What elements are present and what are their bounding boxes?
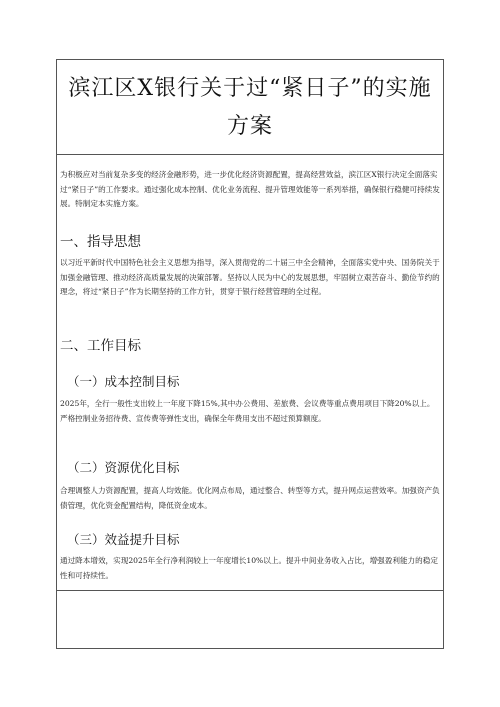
resource-optimization-paragraph: 合理调整人力资源配置，提高人均效能。优化网点布局，通过整合、转型等方式，提升网点运营效率。加强资产负债管理，优化资金配置结构，降低资金成本。 <box>60 486 440 510</box>
section-heading-work-goals: 二、工作目标 <box>60 338 141 354</box>
cost-control-paragraph: 2025年，全行一般性支出较上一年度下降15%,其中办公费用、差旅费、会议费等重点费用项目下降20%以上。严格控制业务招待费、宣传费等弹性支出，确保全年费用支出不超过预算额度。 <box>60 399 435 423</box>
benefit-improvement-paragraph: 通过降本增效，实现2025年全行净利润较上一年度增长10%以上。提升中间业务收入占比，增强盈利能力的稳定性和可持续性。 <box>60 556 438 580</box>
guiding-ideology-paragraph: 以习近平新时代中国特色社会主义思想为指导，深入贯彻党的二十届三中全会精神，全面落实党中央、国务院关于加强金融管理、推动经济高质量发展的决策部署。坚持以人民为中心的发展思想，牢固树立艰苦奋斗、勤俭节约的理念，将过“紧日子”作为长期坚持的工作方针，贯穿于银行经营管理的全过程。 <box>60 258 440 296</box>
subsection-heading-resource-optimization: （二）资源优化目标 <box>67 460 180 475</box>
subsection-heading-benefit-improvement: （三）效益提升目标 <box>67 532 180 547</box>
intro-paragraph: 为积极应对当前复杂多变的经济金融形势，进一步优化经济资源配置，提高经营效益，滨江区X银行决定全面落实过“紧日子”的工作要求。通过强化成本控制、优化业务流程、提升管理效能等一系列举措，确保银行稳健可持续发展。特制定本实施方案。 <box>60 170 440 208</box>
divider-line <box>57 154 443 155</box>
document-title: 滨江区X银行关于过“紧日子”的实施方案 <box>68 76 432 139</box>
section-heading-guiding-ideology: 一、指导思想 <box>60 234 141 250</box>
subsection-heading-cost-control: （一）成本控制目标 <box>67 374 180 389</box>
document-frame <box>56 59 444 649</box>
divider-line <box>57 590 443 591</box>
